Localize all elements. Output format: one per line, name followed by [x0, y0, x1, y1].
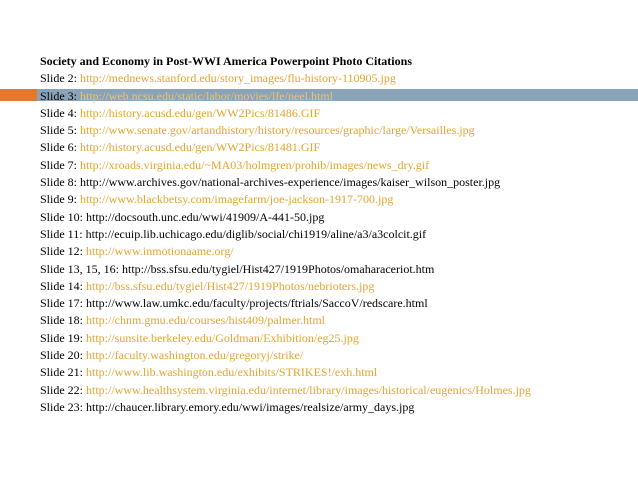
citation-label: Slide 22: — [40, 382, 84, 397]
citation-label: Slide 11: — [40, 226, 83, 241]
citation-row — [40, 174, 636, 191]
citation-label: Slide 14: — [40, 278, 84, 293]
citation-label: Slide 2: — [40, 71, 78, 86]
citation-link[interactable]: http://chnm.gmu.edu/courses/hist409/palmer.html — [86, 313, 325, 328]
citation-label: Slide 19: — [40, 330, 84, 345]
citation-label: Slide 20: — [40, 348, 84, 363]
citation-row — [40, 139, 636, 156]
citation-label: Slide 3: — [40, 88, 78, 103]
citation-row — [40, 261, 636, 278]
citation-link[interactable]: http://www.blackbetsy.com/imagefarm/joe-jackson-1917-700.jpg — [80, 192, 394, 207]
citation-link[interactable]: http://www.senate.gov/artandhistory/history/resources/graphic/large/Versailles.jpg — [80, 123, 475, 138]
citation-row — [40, 312, 636, 329]
citation-link[interactable]: http://mednews.stanford.edu/story_images/flu-history-110905.jpg — [80, 71, 396, 86]
slide-title: Society and Economy in Post-WWI America Powerpoint Photo Citations — [40, 54, 412, 68]
citation-link[interactable]: http://xroads.virginia.edu/~MA03/holmgren/prohib/images/news_dry.gif — [80, 157, 430, 172]
citation-label: Slide 9: — [40, 192, 78, 207]
citation-link[interactable]: http://www.inmotionaame.org/ — [86, 244, 234, 259]
citation-list — [40, 70, 636, 416]
citation-label: Slide 6: — [40, 140, 78, 155]
citation-label: Slide 23: — [40, 399, 84, 414]
citation-label: Slide 5: — [40, 123, 78, 138]
citation-link[interactable]: http://faculty.washington.edu/gregoryj/strike/ — [86, 348, 304, 363]
citation-label: Slide 4: — [40, 105, 78, 120]
citation-label: Slide 17: — [40, 296, 84, 311]
citation-row — [40, 70, 636, 87]
citation-row — [40, 226, 636, 243]
citation-row — [40, 243, 636, 260]
citation-link[interactable]: http://history.acusd.edu/gen/WW2Pics/81481.GIF — [80, 140, 321, 155]
accent-bar-orange — [0, 89, 37, 101]
citation-link[interactable]: http://history.acusd.edu/gen/WW2Pics/81486.GIF — [80, 105, 321, 120]
citation-label: Slide 12: — [40, 244, 84, 259]
citation-row — [40, 347, 636, 364]
citation-row — [40, 105, 636, 122]
citation-row — [40, 295, 636, 312]
citation-link[interactable]: http://web.ncsu.edu/static/labor/movies/lfe/neel.html — [80, 88, 333, 103]
citation-row — [40, 364, 636, 381]
citation-row — [40, 399, 636, 416]
citation-url: http://www.archives.gov/national-archives-experience/images/kaiser_wilson_poster.jpg — [80, 175, 501, 190]
citation-link[interactable]: http://www.healthsystem.virginia.edu/internet/library/images/historical/eugenics/Holmes.jpg — [86, 382, 531, 397]
citation-label: Slide 21: — [40, 365, 84, 380]
citation-url: http://chaucer.library.emory.edu/wwi/images/realsize/army_days.jpg — [86, 399, 415, 414]
citations-block — [40, 53, 636, 416]
citation-url: http://www.law.umkc.edu/faculty/projects/ftrials/SaccoV/redscare.html — [86, 296, 428, 311]
citation-label: Slide 7: — [40, 157, 78, 172]
citation-row — [40, 88, 636, 105]
citation-label: Slide 13, 15, 16: — [40, 261, 120, 276]
citation-row — [40, 382, 636, 399]
citation-row — [40, 209, 636, 226]
citation-label: Slide 10: — [40, 209, 84, 224]
citation-label: Slide 18: — [40, 313, 84, 328]
citation-row — [40, 330, 636, 347]
citation-label: Slide 8: — [40, 175, 78, 190]
citation-link[interactable]: http://bss.sfsu.edu/tygiel/Hist427/1919Photos/nebrioters.jpg — [86, 278, 375, 293]
citation-row — [40, 122, 636, 139]
citation-url: http://docsouth.unc.edu/wwi/41909/A-441-50.jpg — [86, 209, 325, 224]
citation-row — [40, 278, 636, 295]
citation-link[interactable]: http://sunsite.berkeley.edu/Goldman/Exhibition/eg25.jpg — [86, 330, 359, 345]
citation-row — [40, 191, 636, 208]
citation-url: http://bss.sfsu.edu/tygiel/Hist427/1919Photos/omaharaceriot.htm — [122, 261, 435, 276]
citation-link[interactable]: http://www.lib.washington.edu/exhibits/STRIKES!/exh.html — [86, 365, 378, 380]
citation-url: http://ecuip.lib.uchicago.edu/diglib/social/chi1919/aline/a3/a3colcit.gif — [85, 226, 427, 241]
citation-row — [40, 157, 636, 174]
